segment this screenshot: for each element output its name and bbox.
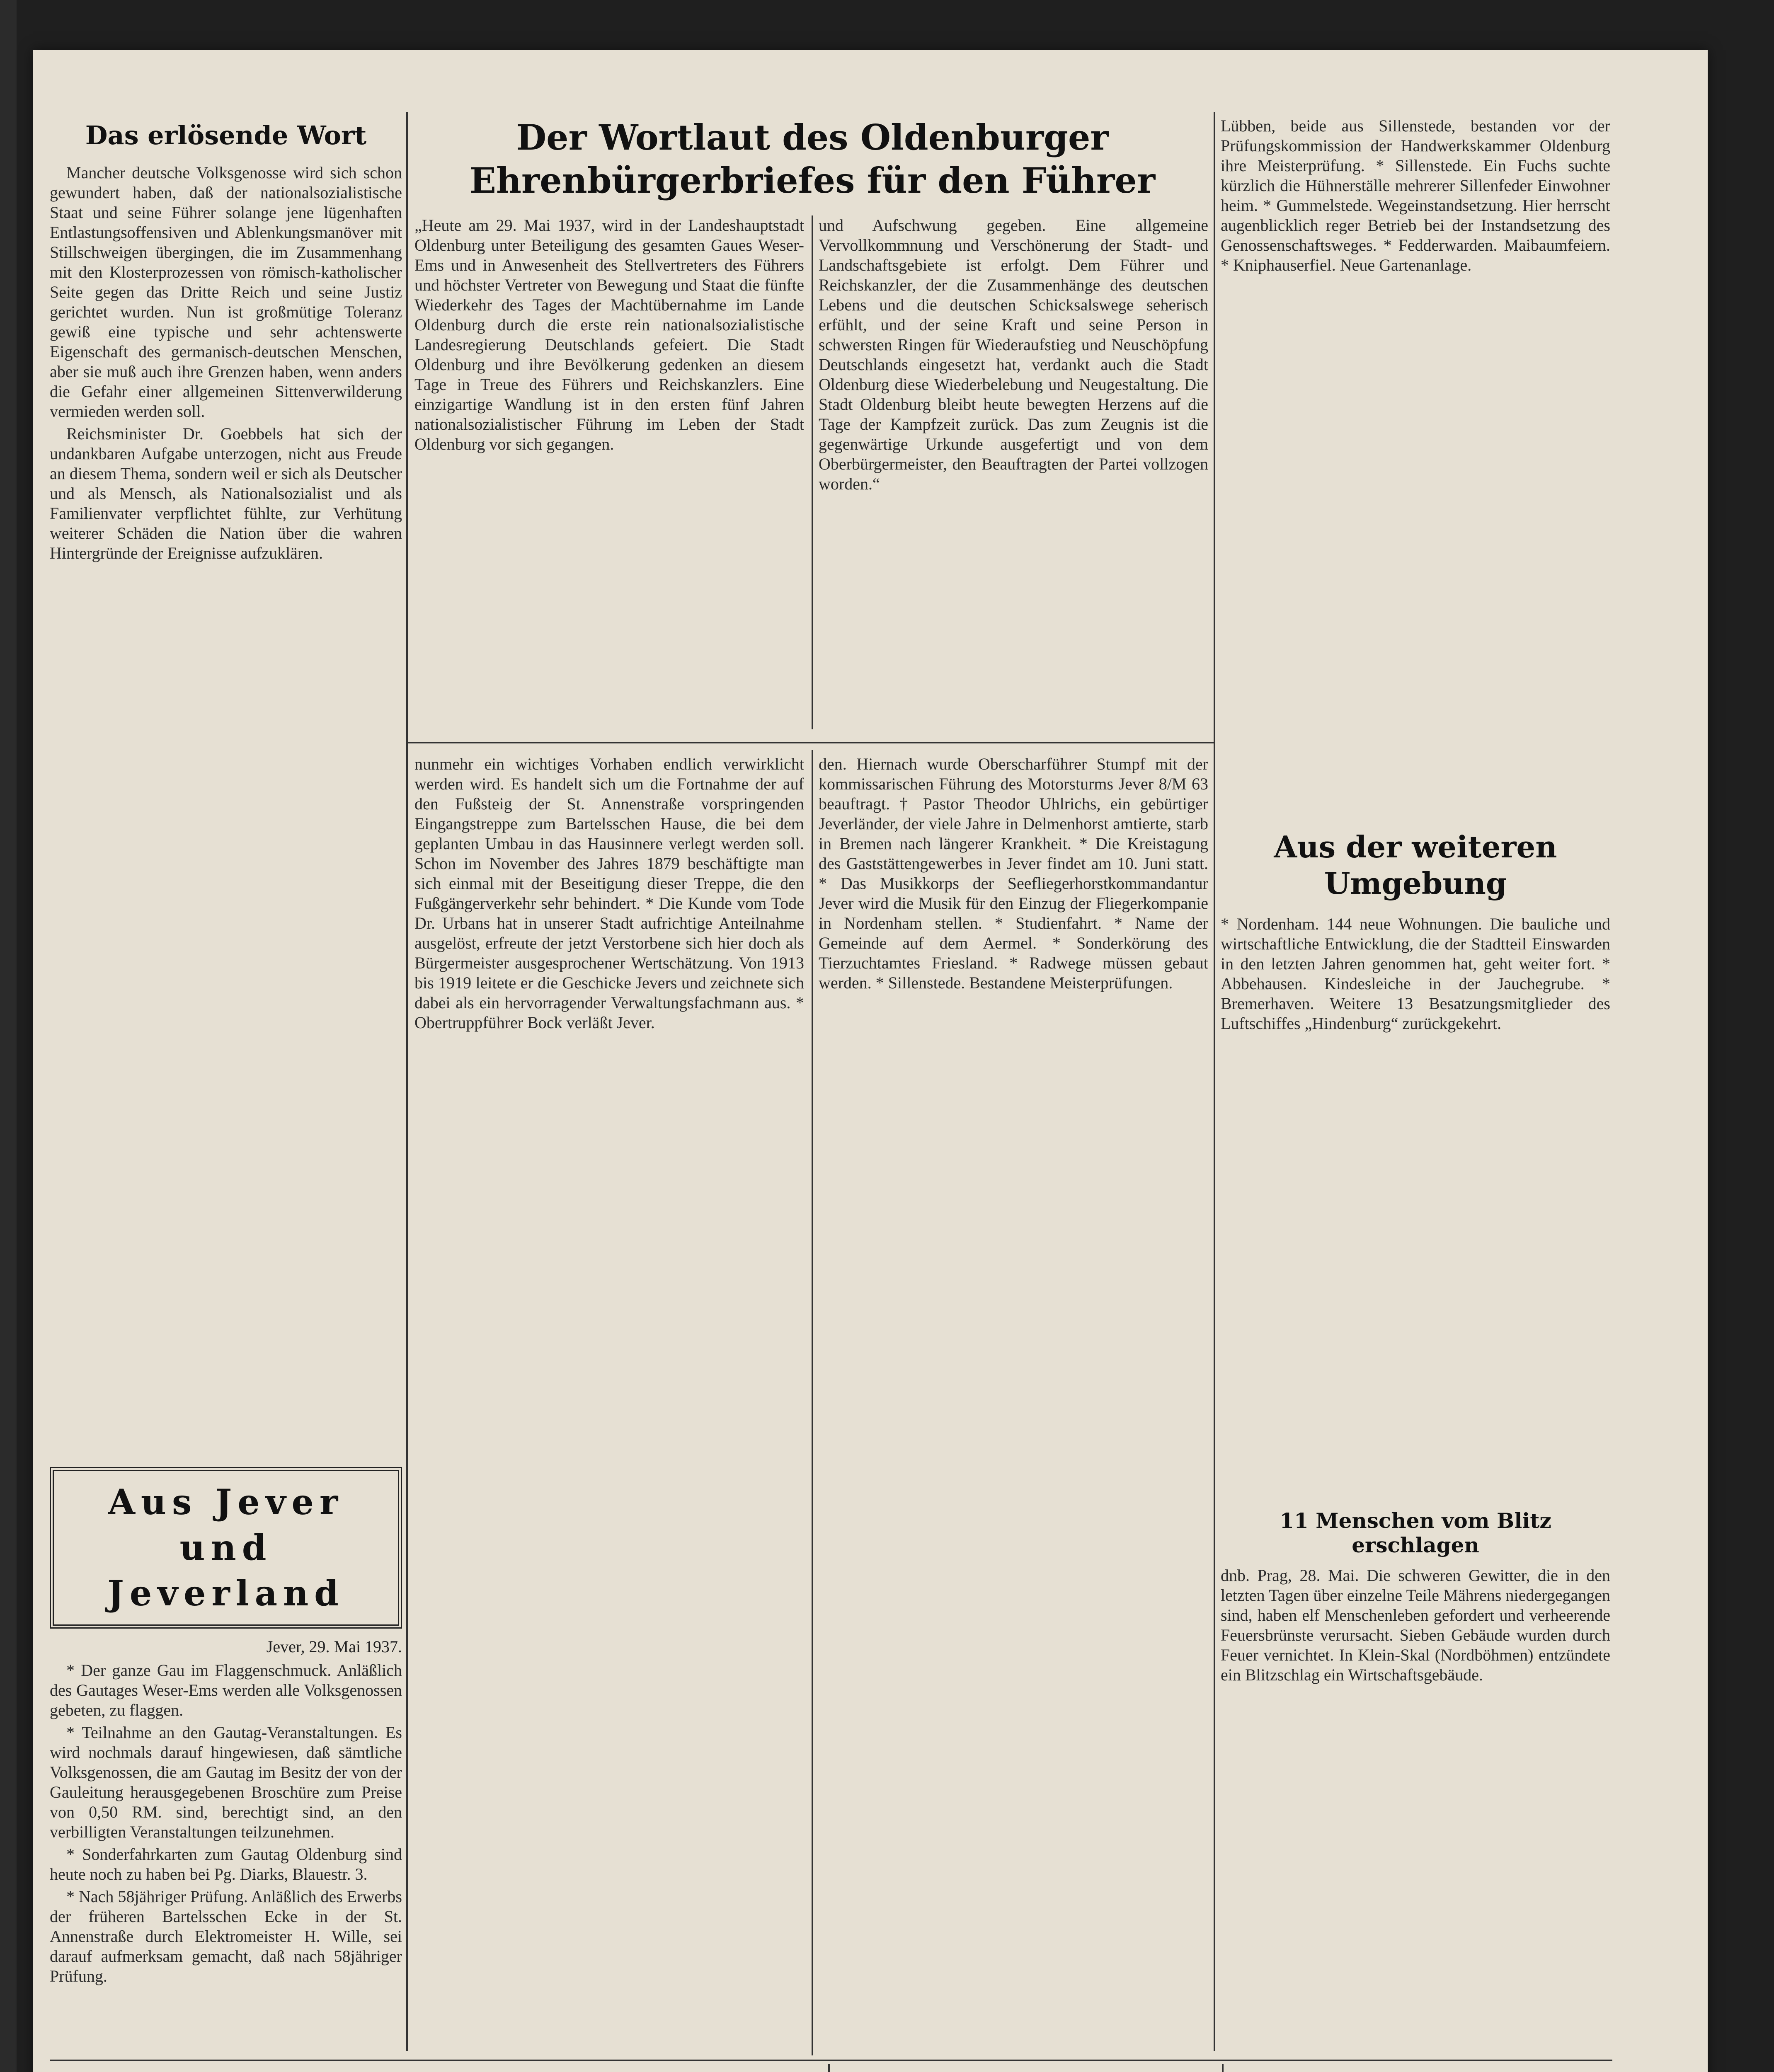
newspaper-page [33, 50, 1708, 2072]
wortlaut-right-text: und Aufschwung gegeben. Eine allgemeine Vervollkommnung und Verschönerung der Stadt- und Landschaftsgebiete ist erfolgt. Dem Führer und Reichskanzler, der die Zusammenhänge des deutschen Lebens und die deutschen Schicksalswege seherisch erfühlt, und der seine Kraft und seine Person in schwersten Ringen für Wiederaufstieg und Neuschöpfung Deutschlands eingesetzt hat, verdankt auch die Stadt Oldenburg diese Wiederbelebung und Neugestaltung. Die Stadt Oldenburg bleibt heute bewegten Herzens auf die Tage der Kampfzeit zurück. Das zum Zeugnis ist die gegenwärtige Urkunde ausgefertigt und von dem Oberbürgermeister, den Beauftragten der Partei vollzogen worden.“ [819, 216, 1208, 493]
article-paragraph: Mancher deutsche Volksgenosse wird sich schon gewundert haben, daß der nationalsozialistische Staat und seine Führer solange jene lügenhaften Entlastungsoffensiven und Ablenkungsmanöver mit Stillschweigen übergingen, die im Zusammenhang mit den Klosterprozessen von römisch-katholischer Seite gegen das Dritte Reich und seine Justiz gerichtet wurden. Nun ist großmütige Toleranz gewiß eine typische und sehr achtenswerte Eigenschaft des germanisch-deutschen Menschen, aber sie muß auch ihre Grenzen haben, wenn anders die Gefahr einer allgemeinen Sittenverwilderung vermieden werden soll. [50, 163, 402, 421]
wortlaut-left-text: „Heute am 29. Mai 1937, wird in der Landeshauptstadt Oldenburg unter Beteiligung des gesamten Gaues Weser-Ems und in Anwesenheit des Stellvertreters des Führers und höchster Vertreter von Bewegung und Staat die fünfte Wiederkehr des Tages der Machtübernahme im Lande Oldenburg durch die erste rein nationalsozialistische Landesregierung Deutschlands gefeiert. Die Stadt Oldenburg und ihre Bevölkerung gedenken an diesem Tage in Treue des Führers und Reichskanzlers. Eine einzigartige Wandlung ist in den ersten fünf Jahren nationalsozialistischer Führung im Leben der Stadt Oldenburg vor sich gegangen. [414, 216, 804, 453]
section-title: Aus der weiteren Umgebung [1274, 829, 1557, 901]
regional-news: Lübben, beide aus Sillenstede, bestanden vor der Prüfungskommission der Handwerkskammer Oldenburg ihre Meisterprüfung. * Sillenstede. Ein Fuchs suchte kürzlich die Hühnerställe mehrerer Sillenfeder Einwohner heim. * Gummelstede. Wegeinstandsetzung. Hier herrscht augenblicklich reger Betrieb bei der Instandsetzung des Genossenschaftsweges. * Fedderwarden. Maibaumfeiern. * Kniphauserfiel. Neue Gartenanlage. [1221, 116, 1610, 274]
local-news-column: den. Hiernach wurde Oberscharführer Stumpf mit der kommissarischen Führung des Motorsturms Jever 8/M 63 beauftragt. † Pastor Theodor Uhlrichs, ein gebürtiger Jeverländer, der viele Jahre in Delmenhorst amtierte, starb in Bremen nach längerer Krankheit. * Die Kreistagung des Gaststättengewerbes in Jever findet am 10. Juni statt. * Das Musikkorps der Seefliegerhorstkommandantur Jever wird die Musik für den Einzug der Fliegerkompanie in Nordenham stellen. * Studienfahrt. * Name der Gemeinde auf dem Aermel. * Sonderkörung des Tierzuchtamtes Friesland. * Radwege müssen gebaut werden. * Sillenstede. Bestandene Meisterprüfungen. [819, 755, 1208, 992]
article-erloesende-wort [50, 120, 402, 1678]
section-jever [50, 1467, 402, 2055]
section-title-box: Aus Jever und Jeverland [50, 1467, 402, 1629]
scan-left-edge [0, 0, 17, 2072]
column-rule [1214, 112, 1215, 2051]
news-item: * Nach 58jähriger Prüfung. Anläßlich des Erwerbs der früheren Bartelsschen Ecke in der St. Annenstraße durch Elektromeister H. Wille, sei darauf aufmerksam gemacht, daß nach 58jähriger Prüfung. [50, 1887, 402, 1985]
news-item: * Sonderfahrkarten zum Gautag Oldenburg sind heute noch zu haben bei Pg. Diarks, Blauestr. 3. [50, 1845, 402, 1883]
article-title: Das erlösende Wort [85, 120, 367, 150]
article-paragraph: Reichsminister Dr. Goebbels hat sich der undankbaren Aufgabe unterzogen, nicht aus Freude an diesem Thema, sondern weil er sich als Deutscher und als Mensch, als Nationalsozialist und als Familienvater verpflichtet fühlte, zur Verhütung weiterer Schäden die Nation über die wahren Hintergründe der Ereignisse aufzuklären. [50, 424, 402, 562]
article-text: dnb. Prag, 28. Mai. Die schweren Gewitter, die in den letzten Tagen über einzelne Teile Mährens niedergegangen sind, haben elf Menschenleben gefordert und verheerende Feuersbrünste verursacht. Sieben Gebäude wurden durch Feuer vernichtet. In Klein-Skal (Nordböhmen) entzündete ein Blitzschlag ein Wirtschaftsgebäude. [1221, 1566, 1610, 1684]
local-news-column: nunmehr ein wichtiges Vorhaben endlich verwirklicht werden wird. Es handelt sich um die Fortnahme der auf den Fußsteig der St. Annenstraße vorspringenden Eingangstreppe zum Bartelsschen Hause, die bei dem geplanten Umbau in das Hausinnere verlegt werden soll. Schon im November des Jahres 1879 beschäftigte man sich einmal mit der Beseitigung dieser Treppe, die den Fußgängerverkehr sehr behindert. * Die Kunde vom Tode Dr. Urbans hat in unserer Stadt aufrichtige Anteilnahme ausgelöst, erfreute der jetzt Verstorbene sich hier doch als Bürgermeister ausgesprochener Wertschätzung. Von 1913 bis 1919 leitete er die Geschicke Jevers und zeichnete sich dabei als ein hervorragender Verwaltungsfachmann aus. * Obertruppführer Bock verläßt Jever. [414, 755, 804, 1032]
news-item: * Teilnahme an den Gautag-Veranstaltungen. Es wird nochmals darauf hingewiesen, daß sämtliche Volksgenossen, die am Gautag im Besitz der von der Gauleitung herausgegebenen Broschüre zum Preise von 0,50 RM. sind, berechtigt sind, an den verbilligten Veranstaltungen teilzunehmen. [50, 1723, 402, 1841]
column-rule [1222, 2064, 1224, 2072]
column-rule [406, 112, 408, 2051]
section-divider [50, 2060, 1612, 2061]
article-blitz [1221, 1508, 1610, 2047]
section-divider [408, 742, 1214, 743]
article-title: 11 Menschen vom Blitz erschlagen [1280, 1508, 1551, 1557]
news-item: * Der ganze Gau im Flaggenschmuck. Anläßlich des Gautages Weser-Ems werden alle Volksgenossen gebeten, zu flaggen. [50, 1661, 402, 1719]
headline: Der Wortlaut des Oldenburger Ehrenbürgerbriefes für den Führer [469, 117, 1156, 201]
section-text: * Nordenham. 144 neue Wohnungen. Die bauliche und wirtschaftliche Entwicklung, die der Stadtteil Einswarden in den letzten Jahren genommen hat, geht weiter fort. * Abbehausen. Kindesleiche in der Jauchegrube. * Bremerhaven. Weitere 13 Besatzungsmitglieder des Luftschiffes „Hindenburg“ zurückgekehrt. [1221, 915, 1610, 1033]
column-rule [828, 2064, 830, 2072]
column-rule [812, 215, 813, 729]
dateline: Jever, 29. Mai 1937. [266, 1637, 402, 1656]
column-rule [812, 750, 813, 2055]
section-weitere-umgebung [1221, 829, 1610, 1492]
